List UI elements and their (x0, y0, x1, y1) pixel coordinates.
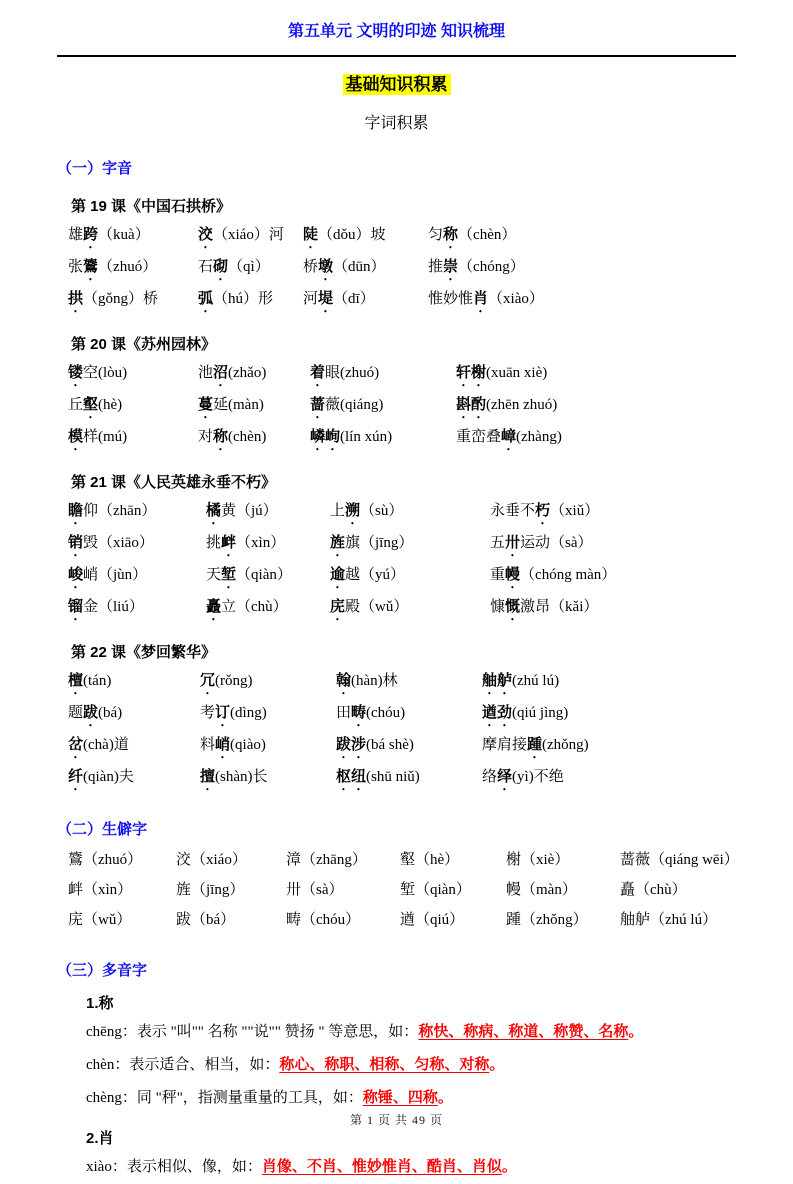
word-entry (206, 560, 330, 592)
lesson-21-block (0, 471, 793, 624)
line-lead-text: xiào：表示相似、像，如： (86, 1159, 262, 1175)
emphasized-char: 逾 (330, 567, 346, 583)
emphasized-char: 溯 (345, 503, 361, 519)
emphasized-char: 洨 (198, 227, 214, 243)
text-segment: 考 (200, 705, 216, 721)
word-entry (68, 390, 198, 422)
text-segment: （dī） (333, 291, 375, 307)
example-words-red: 肖像、不肖、惟妙惟肖、酷肖、肖似 (261, 1159, 502, 1175)
emphasized-char: 枢纽 (336, 769, 367, 785)
lesson-22-words (68, 666, 763, 794)
text-segment: （chóng） (458, 259, 525, 275)
word-entry (303, 252, 428, 284)
word-row (68, 592, 763, 624)
word-entry (198, 422, 310, 454)
emphasized-char: 蔷 (310, 397, 326, 413)
emphasized-char: 弧 (198, 291, 214, 307)
word-entry (200, 730, 336, 762)
word-entry (206, 528, 330, 560)
text-segment: 料 (200, 737, 216, 753)
word-entry (68, 592, 206, 624)
word-entry (200, 762, 336, 794)
word-entry (206, 496, 330, 528)
word-entry (176, 905, 286, 935)
text-segment: 池 (198, 365, 214, 381)
word-entry (176, 845, 286, 875)
emphasized-char: 模 (68, 429, 84, 445)
word-entry (336, 698, 482, 730)
emphasized-char: 称 (213, 429, 229, 445)
word-row (68, 845, 763, 875)
word-entry (68, 560, 206, 592)
word-entry (68, 422, 198, 454)
word-entry (310, 390, 456, 422)
word-row (68, 698, 763, 730)
word-entry (330, 560, 490, 592)
emphasized-char: 堤 (318, 291, 334, 307)
text-segment: (hè) (98, 397, 123, 413)
emphasized-char: 峻 (68, 567, 84, 583)
text-segment: 鷟（zhuó） (68, 852, 143, 868)
word-row (68, 358, 763, 390)
emphasized-char: 绎 (497, 769, 513, 785)
word-row (68, 905, 763, 935)
emphasized-char: 沼 (213, 365, 229, 381)
text-segment: (bá) (98, 705, 123, 721)
text-segment: 桥 (303, 259, 319, 275)
emphasized-char: 堑 (221, 567, 237, 583)
polyphone-entry-cheng (0, 992, 793, 1115)
lesson-19-words (68, 220, 763, 316)
word-entry (198, 358, 310, 390)
header-divider (57, 55, 736, 57)
text-segment: 金（liú） (83, 599, 144, 615)
highlight-heading: 基础知识积累 (343, 74, 451, 95)
word-entry (68, 358, 198, 390)
word-entry (68, 666, 200, 698)
word-row (68, 284, 763, 316)
emphasized-char: 翰 (336, 673, 352, 689)
emphasized-char: 墩 (318, 259, 334, 275)
text-segment: 踵（zhǒng） (506, 912, 588, 928)
word-entry (68, 730, 200, 762)
text-segment: 榭（xiè） (506, 852, 570, 868)
emphasized-char: 冗 (200, 673, 216, 689)
word-row (68, 422, 763, 454)
emphasized-char: 檀 (68, 673, 84, 689)
word-entry (482, 730, 763, 762)
lesson-20-words (68, 358, 763, 454)
emphasized-char: 朽 (535, 503, 551, 519)
text-segment: (zhú lú) (512, 673, 560, 689)
word-entry (482, 762, 763, 794)
word-entry (456, 358, 763, 390)
word-row (68, 560, 763, 592)
emphasized-char: 跨 (83, 227, 99, 243)
text-segment: 五 (490, 535, 506, 551)
word-entry (310, 422, 456, 454)
lesson-22-block (0, 641, 793, 794)
emphasized-char: 蔓 (198, 397, 214, 413)
word-entry (490, 592, 763, 624)
emphasized-char: 斟酌 (456, 397, 487, 413)
word-entry (620, 905, 763, 935)
text-segment: 丘 (68, 397, 84, 413)
emphasized-char: 轩榭 (456, 365, 487, 381)
text-segment: (xuān xiè) (486, 365, 548, 381)
text-segment: 峭（jùn） (83, 567, 148, 583)
text-segment: （qì） (228, 259, 270, 275)
text-segment: 永垂不 (490, 503, 536, 519)
page-footer: 第 1 页 共 49 页 (349, 1113, 443, 1127)
lesson-21-words (68, 496, 763, 624)
lesson-22-title: 第 22 课《梦回繁华》 (71, 644, 217, 661)
text-segment: （dǒu）坡 (318, 227, 386, 243)
text-segment: 延(màn) (213, 397, 264, 413)
word-entry (68, 762, 200, 794)
text-segment: 遒（qiú） (400, 912, 465, 928)
text-segment: 激昂（kǎi） (520, 599, 599, 615)
emphasized-char: 旌 (330, 535, 346, 551)
word-entry (286, 905, 400, 935)
word-row (68, 666, 763, 698)
word-entry (400, 845, 506, 875)
text-segment: （chóng màn） (520, 567, 617, 583)
word-entry (330, 592, 490, 624)
word-row (68, 528, 763, 560)
text-segment: 对 (198, 429, 214, 445)
word-entry (310, 358, 456, 390)
emphasized-char: 慨 (505, 599, 521, 615)
polyphone-label: 1.称 (86, 995, 114, 1012)
emphasized-char: 肖 (473, 291, 489, 307)
pronunciation-line (86, 1049, 757, 1082)
text-segment: （xiǔ） (550, 503, 600, 519)
lesson-21-title: 第 21 课《人民英雄永垂不朽》 (71, 474, 277, 491)
text-segment: 黄（jú） (221, 503, 278, 519)
emphasized-char: 崇 (443, 259, 459, 275)
text-segment: 洨（xiáo） (176, 852, 247, 868)
text-segment: (shū niǔ) (366, 769, 420, 785)
text-segment: （xiào） (488, 291, 544, 307)
emphasized-char: 峭 (215, 737, 231, 753)
text-segment: 慷 (490, 599, 506, 615)
word-row (68, 762, 763, 794)
emphasized-char: 着 (310, 365, 326, 381)
word-entry (490, 496, 763, 528)
word-row (68, 730, 763, 762)
text-segment: 薇(qiáng) (325, 397, 384, 413)
text-segment: 石 (198, 259, 214, 275)
polyphone-lines (86, 1016, 757, 1115)
document-title: 第五单元 文明的印迹 知识梳理 (288, 23, 505, 40)
example-words-red: 称心、称职、相称、匀称、对称 (279, 1057, 490, 1073)
text-segment: （xiáo）河 (213, 227, 284, 243)
text-segment: 越（yú） (345, 567, 406, 583)
line-tail: 。 (489, 1057, 505, 1073)
text-segment: 矗（chù） (620, 882, 687, 898)
text-segment: （qiàn） (236, 567, 292, 583)
text-segment: (zhǒng) (542, 737, 589, 753)
sub-heading: 字词积累 (364, 115, 429, 132)
lesson-19-title: 第 19 课《中国石拱桥》 (71, 198, 232, 215)
word-entry (336, 666, 482, 698)
text-segment: (tán) (83, 673, 112, 689)
word-entry (336, 762, 482, 794)
text-segment: (yì)不绝 (512, 769, 564, 785)
text-segment: 仰（zhān） (83, 503, 157, 519)
text-segment: 衅（xìn） (68, 882, 133, 898)
emphasized-char: 舳舻 (482, 673, 513, 689)
emphasized-char: 销 (68, 535, 84, 551)
section-heading-polyphones: （三）多音字 (57, 962, 148, 979)
emphasized-char: 鷟 (83, 259, 99, 275)
text-segment: 重峦叠 (456, 429, 502, 445)
line-tail: 。 (628, 1024, 644, 1040)
text-segment: 惟妙惟 (428, 291, 474, 307)
word-entry (68, 496, 206, 528)
text-segment: （kuà） (98, 227, 150, 243)
word-entry (303, 220, 428, 252)
emphasized-char: 遒劲 (482, 705, 513, 721)
example-words-red: 称锤、四称 (362, 1090, 438, 1106)
text-segment: (zhēn zhuó) (486, 397, 558, 413)
word-entry (68, 905, 176, 935)
text-segment: （zhuó） (98, 259, 158, 275)
line-tail: 。 (437, 1090, 453, 1106)
text-segment: 空(lòu) (83, 365, 128, 381)
line-lead-text: chēng：表示 "叫"" 名称 ""说"" 赞扬 " 等意思，如： (86, 1024, 419, 1040)
text-segment: 络 (482, 769, 498, 785)
text-segment: 张 (68, 259, 84, 275)
text-segment: 匀 (428, 227, 444, 243)
emphasized-char: 嶙峋 (310, 429, 341, 445)
word-row (68, 252, 763, 284)
text-segment: (shàn)长 (215, 769, 268, 785)
text-segment: 壑（hè） (400, 852, 460, 868)
word-entry (68, 528, 206, 560)
word-entry (620, 875, 763, 905)
text-segment: (zhǎo) (228, 365, 267, 381)
text-segment: (chèn) (228, 429, 267, 445)
text-segment: 殿（wǔ） (345, 599, 409, 615)
word-entry (428, 220, 763, 252)
section-heading-phonetics: （一）字音 (57, 160, 133, 177)
rare-char-words (68, 845, 763, 935)
emphasized-char: 畴 (351, 705, 367, 721)
text-segment: 田 (336, 705, 352, 721)
emphasized-char: 幔 (505, 567, 521, 583)
text-segment: 毁（xiāo） (83, 535, 154, 551)
text-segment: 样(mú) (83, 429, 128, 445)
emphasized-char: 踵 (527, 737, 543, 753)
word-entry (198, 284, 303, 316)
emphasized-char: 擅 (200, 769, 216, 785)
word-entry (206, 592, 330, 624)
text-segment: 运动（sà） (520, 535, 593, 551)
emphasized-char: 称 (443, 227, 459, 243)
text-segment: (qiú jìng) (512, 705, 569, 721)
word-entry (330, 528, 490, 560)
emphasized-char: 瞻 (68, 503, 84, 519)
text-segment: 堑（qiàn） (400, 882, 471, 898)
word-entry (336, 730, 482, 762)
word-row (68, 496, 763, 528)
word-entry (198, 252, 303, 284)
document-page (0, 22, 793, 1175)
lesson-20-title: 第 20 课《苏州园林》 (71, 336, 217, 353)
text-segment: 庑（wǔ） (68, 912, 132, 928)
text-segment: 畴（chóu） (286, 912, 361, 928)
emphasized-char: 拱 (68, 291, 84, 307)
word-entry (400, 875, 506, 905)
text-segment: (dìng) (230, 705, 267, 721)
word-entry (176, 875, 286, 905)
emphasized-char: 岔 (68, 737, 84, 753)
word-entry (198, 220, 303, 252)
text-segment: （chèn） (458, 227, 517, 243)
text-segment: 摩肩接 (482, 737, 528, 753)
text-segment: 幔（màn） (506, 882, 577, 898)
word-entry (428, 284, 763, 316)
emphasized-char: 镏 (68, 599, 84, 615)
word-entry (428, 252, 763, 284)
lesson-20-block (0, 333, 793, 454)
emphasized-char: 订 (215, 705, 231, 721)
word-entry (200, 666, 336, 698)
emphasized-char: 壑 (83, 397, 99, 413)
emphasized-char: 跋涉 (336, 737, 367, 753)
word-entry (490, 528, 763, 560)
text-segment: (qiào) (230, 737, 266, 753)
line-tail: 。 (501, 1159, 517, 1175)
word-row (68, 220, 763, 252)
word-entry (303, 284, 428, 316)
lesson-19-block (0, 195, 793, 316)
polyphone-lines (86, 1151, 757, 1184)
emphasized-char: 庑 (330, 599, 346, 615)
word-entry (68, 252, 198, 284)
word-entry (330, 496, 490, 528)
text-segment: 推 (428, 259, 444, 275)
text-segment: (bá shè) (366, 737, 414, 753)
text-segment: (chóu) (366, 705, 406, 721)
word-entry (506, 845, 620, 875)
word-entry (200, 698, 336, 730)
text-segment: 河 (303, 291, 319, 307)
line-lead-text: chèn：表示适合、相当，如： (86, 1057, 280, 1073)
emphasized-char: 陡 (303, 227, 319, 243)
word-entry (68, 284, 198, 316)
text-segment: 舳舻（zhú lú） (620, 912, 718, 928)
text-segment: 上 (330, 503, 346, 519)
text-segment: 重 (490, 567, 506, 583)
line-lead-text: chèng：同 "秤"，指测量重量的工具，如： (86, 1090, 363, 1106)
text-segment: 眼(zhuó) (325, 365, 380, 381)
word-entry (68, 698, 200, 730)
text-segment: （gǒng）桥 (83, 291, 159, 307)
text-segment: 题 (68, 705, 84, 721)
word-entry (198, 390, 310, 422)
word-entry (506, 875, 620, 905)
word-entry (286, 875, 400, 905)
text-segment: 蔷薇（qiáng wēi） (620, 852, 739, 868)
highlight-heading-wrap (0, 70, 793, 95)
text-segment: （sù） (360, 503, 404, 519)
pronunciation-line (86, 1016, 757, 1049)
text-segment: (rǒng) (215, 673, 253, 689)
word-entry (68, 845, 176, 875)
emphasized-char: 卅 (505, 535, 521, 551)
polyphone-entry-xiao (0, 1127, 793, 1184)
emphasized-char: 跋 (83, 705, 99, 721)
text-segment: （hú）形 (213, 291, 274, 307)
example-words-red: 称快、称病、称道、称赞、名称 (418, 1024, 629, 1040)
word-entry (456, 390, 763, 422)
word-entry (68, 220, 198, 252)
text-segment: 跋（bá） (176, 912, 236, 928)
emphasized-char: 橘 (206, 503, 222, 519)
word-entry (482, 698, 763, 730)
text-segment: 卅（sà） (286, 882, 344, 898)
word-row (68, 875, 763, 905)
text-segment: (qiàn)夫 (83, 769, 134, 785)
word-entry (490, 560, 763, 592)
word-entry (620, 845, 763, 875)
text-segment: 旌（jīng） (176, 882, 245, 898)
text-segment: 漳（zhāng） (286, 852, 367, 868)
word-entry (506, 905, 620, 935)
text-segment: (zhàng) (516, 429, 562, 445)
word-entry (286, 845, 400, 875)
word-entry (68, 875, 176, 905)
word-entry (482, 666, 763, 698)
text-segment: 立（chù） (221, 599, 288, 615)
text-segment: (lín xún) (340, 429, 393, 445)
word-entry (400, 905, 506, 935)
text-segment: (hàn)林 (351, 673, 398, 689)
emphasized-char: 纤 (68, 769, 84, 785)
section-heading-rare-chars: （二）生僻字 (57, 821, 148, 838)
text-segment: (chà)道 (83, 737, 129, 753)
emphasized-char: 矗 (206, 599, 222, 615)
emphasized-char: 镂 (68, 365, 84, 381)
pronunciation-line (86, 1151, 757, 1184)
text-segment: （dūn） (333, 259, 386, 275)
word-entry (456, 422, 763, 454)
text-segment: 挑 (206, 535, 222, 551)
polyphone-label: 2.肖 (86, 1130, 114, 1147)
word-row (68, 390, 763, 422)
text-segment: 天 (206, 567, 222, 583)
text-segment: 旗（jīng） (345, 535, 414, 551)
text-segment: 雄 (68, 227, 84, 243)
emphasized-char: 砌 (213, 259, 229, 275)
text-segment: （xìn） (236, 535, 286, 551)
emphasized-char: 嶂 (501, 429, 517, 445)
emphasized-char: 衅 (221, 535, 237, 551)
